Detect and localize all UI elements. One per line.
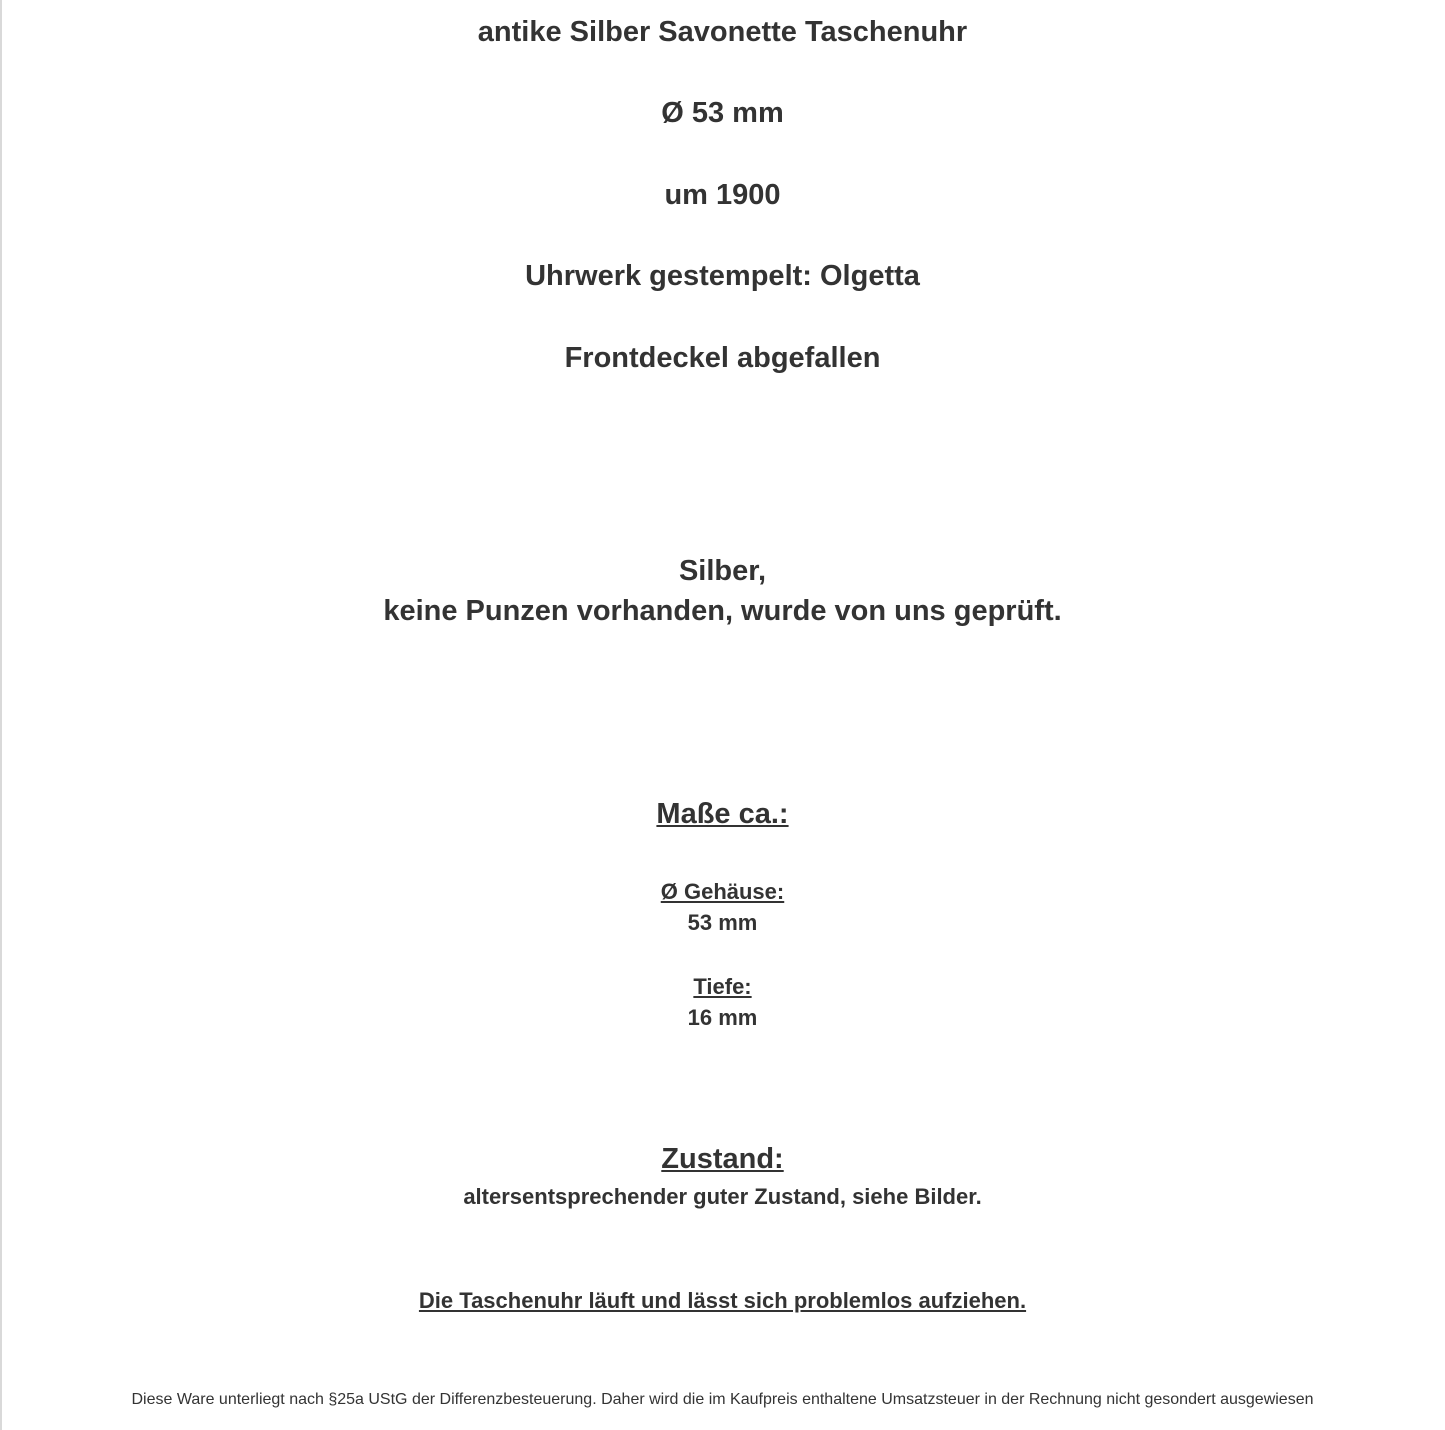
depth-label: Tiefe: (693, 974, 752, 999)
condition-heading: Zustand: (661, 1143, 784, 1175)
tax-note: Diese Ware unterliegt nach §25a UStG der Differenzbesteuerung. Daher wird die im Kaufpreis enthaltene Umsatzsteuer in der Rechnung nicht gesondert ausgewiesen (131, 1391, 1314, 1408)
function-note: Die Taschenuhr läuft und lässt sich problemlos aufziehen. (418, 1288, 1027, 1313)
measurements-heading: Maße ca.: (656, 798, 789, 830)
item-diameter: Ø 53 mm (661, 97, 784, 129)
item-era: um 1900 (664, 179, 781, 211)
item-movement: Uhrwerk gestempelt: Olgetta (525, 260, 920, 292)
item-title: antike Silber Savonette Taschenuhr (477, 16, 968, 48)
depth-value: 16 mm (687, 1005, 758, 1030)
case-diameter-value: 53 mm (687, 910, 758, 935)
item-note: Frontdeckel abgefallen (564, 342, 881, 374)
material-line-2: keine Punzen vorhanden, wurde von uns geprüft. (383, 595, 1062, 627)
case-diameter-label: Ø Gehäuse: (660, 879, 785, 904)
material-line-1: Silber, (678, 555, 767, 587)
condition-text: altersentsprechender guter Zustand, siehe Bilder. (463, 1184, 982, 1209)
